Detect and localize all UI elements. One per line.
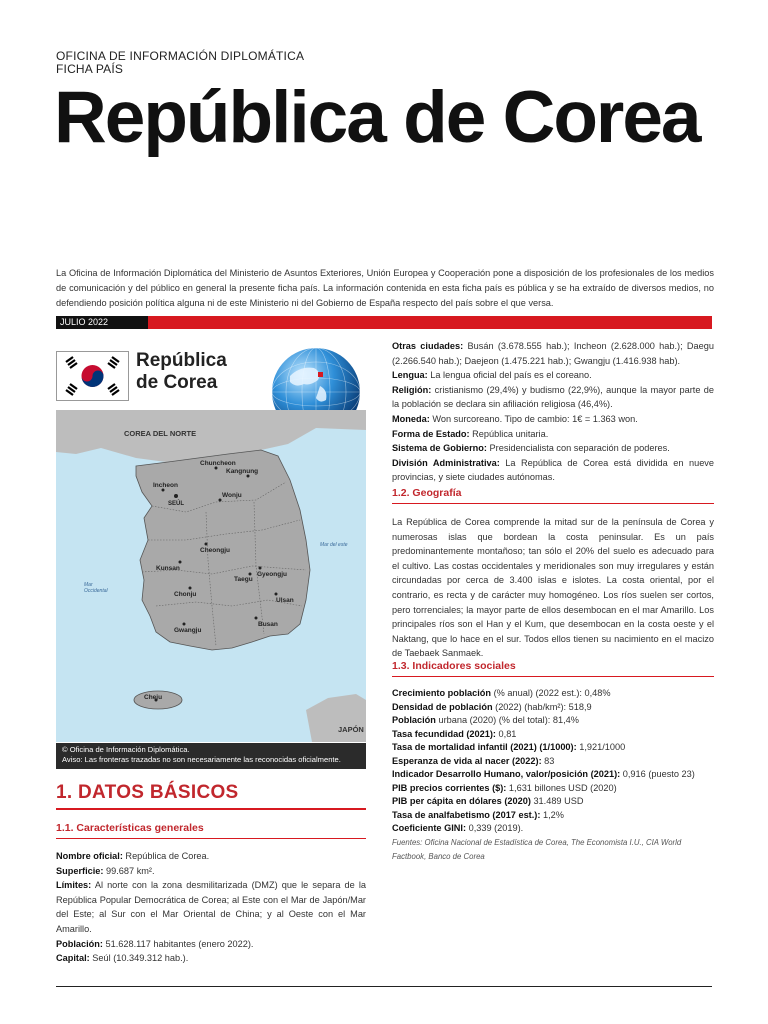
indicator-value: 0,339 (2019). xyxy=(466,823,524,833)
subsection-rule xyxy=(392,503,714,504)
indicator-row xyxy=(392,701,714,715)
page-title: República de Corea xyxy=(54,77,700,158)
item-value: Seúl (10.349.312 hab.). xyxy=(89,953,189,964)
footer-rule xyxy=(56,986,712,987)
item-value: La República de Corea está dividida en nueve provincias, y siete ciudades autónomas. xyxy=(392,457,715,483)
map-title-line2: de Corea xyxy=(136,372,218,393)
indicator-label: Crecimiento población xyxy=(392,688,492,698)
document-type: FICHA PAÍS xyxy=(56,62,124,76)
city-label: Gwangju xyxy=(174,627,202,634)
capital-label: SEÚL xyxy=(168,501,185,507)
indicator-row xyxy=(392,809,714,823)
list-item xyxy=(392,441,714,456)
label-japan: JAPÓN xyxy=(338,725,364,734)
indicator-label: PIB per cápita en dólares (2020) xyxy=(392,796,531,806)
indicator-label: Tasa de mortalidad infantil (2021) (1/1000): xyxy=(392,742,577,752)
map-caption xyxy=(56,743,366,769)
item-value: 51.628.117 habitantes (enero 2022). xyxy=(102,938,254,949)
list-item xyxy=(56,849,366,864)
list-item xyxy=(392,456,714,485)
korea-map xyxy=(56,410,366,742)
subsection-heading-social: 1.3. Indicadores sociales xyxy=(392,660,516,672)
item-label: Otras ciudades: xyxy=(392,341,464,351)
indicator-label: Esperanza de vida al nacer (2022): xyxy=(392,755,542,766)
subsection-rule xyxy=(56,838,366,839)
list-item xyxy=(392,412,714,427)
list-item xyxy=(56,951,366,966)
indicator-value: urbana (2020) (% del total): 81,4% xyxy=(435,715,579,725)
date-label: JULIO 2022 xyxy=(56,316,148,329)
item-value: cristianismo (29,4%) y budismo (22,9%), aunque la mayor parte de la población se declara sin afiliación religiosa (46,4%). xyxy=(392,384,714,410)
indicator-row xyxy=(392,714,714,728)
indicator-row xyxy=(392,687,714,701)
indicator-label: PIB precios corrientes ($): xyxy=(392,782,507,793)
city-label: Wonju xyxy=(222,492,242,499)
item-label: Sistema de Gobierno: xyxy=(392,443,487,454)
item-value: Busán (3.678.555 hab.); Incheon (2.628.000 hab.); Daegu (2.266.540 hab.); Daejeon (1.475.221 hab.); Gwangju (1.416.938 hab). xyxy=(392,341,714,366)
section-rule xyxy=(56,808,366,810)
indicator-value: 0,916 (puesto 23) xyxy=(620,769,695,779)
item-label: Religión: xyxy=(392,384,432,395)
map-caption-line2: Aviso: Las fronteras trazadas no son necesariamente las reconocidas oficialmente. xyxy=(62,755,341,764)
indicator-row xyxy=(392,741,714,755)
intro-paragraph: La Oficina de Información Diplomática del Ministerio de Asuntos Exteriores, Unión Europea y Cooperación pone a disposición de los profesionales de los medios de comunicación y del público en general la presente ficha país. La información contenida en esta ficha país es pública y se ha extraído de diversos medios, no defendiendo posición política alguna ni de este Ministerio ni del Gobierno de España respecto del país sobre el que versa. xyxy=(56,268,714,308)
list-item xyxy=(56,864,366,879)
indicator-row xyxy=(392,782,714,796)
city-label: Chonju xyxy=(174,591,197,598)
item-label: Población: xyxy=(56,938,103,949)
item-value: República de Corea. xyxy=(122,851,210,861)
indicator-value: 1,921/1000 xyxy=(576,742,626,752)
general-characteristics xyxy=(56,849,366,966)
indicator-label: Indicador Desarrollo Humano, valor/posición (2021): xyxy=(392,769,621,779)
country-facts xyxy=(392,339,714,485)
indicator-value: (% anual) (2022 est.): 0,48% xyxy=(491,688,611,698)
item-label: Lengua: xyxy=(392,370,428,381)
social-indicators xyxy=(392,687,714,836)
item-value: República unitaria. xyxy=(469,428,549,439)
item-label: Forma de Estado: xyxy=(392,428,470,439)
list-item xyxy=(56,937,366,952)
city-label: Kunsan xyxy=(156,565,180,572)
indicator-label: Tasa fecundidad (2021): xyxy=(392,728,496,739)
indicator-row xyxy=(392,728,714,742)
geography-text: La República de Corea comprende la mitad sur de la península de Corea y numerosas islas que bordean la costa peninsular. Es un país predominantemente montañoso; tan sólo el 20% del suelo es adecuado para el cultivo. Las costas occidentales y meridionales son muy irregulares y están circundadas por cerca de 3.400 islas e islotes. La costa oriental, por el contrario, es recta y de carácter muy homogéneo. Los ríos suelen ser cortos, pero torrenciales; la mayor parte de ellos desembocan en el mar Amarillo. Los principales ríos son el Han y el Kum, que desembocan en la costa oeste y el Naktang, que lo hace en el sur. Todos ellos tienen su nacimiento en el macizo de Taebaek Sanmaek. xyxy=(392,517,714,659)
item-value: La lengua oficial del país es el coreano. xyxy=(427,370,592,381)
indicator-label: Densidad de población xyxy=(392,701,493,712)
item-label: Moneda: xyxy=(392,413,430,424)
item-value: Al norte con la zona desmilitarizada (DMZ) que le separa de la República Popular Democrática de Corea; al Este con el Mar de Japón/Mar del Este; al Sur con el Mar Oriental de China; y al Oeste con el Mar Amarillo. xyxy=(56,880,366,934)
map-caption-line1: © Oficina de Información Diplomática. xyxy=(62,745,190,754)
subsection-heading-geography: 1.2. Geografía xyxy=(392,487,462,499)
city-label: Cheongju xyxy=(200,547,230,554)
label-west-sea-2: Occidental xyxy=(84,588,108,594)
indicator-value: 0,81 xyxy=(495,728,517,739)
flag-icon xyxy=(56,351,129,401)
item-value: 99.687 km². xyxy=(103,865,155,876)
item-value: Presidencialista con separación de poderes. xyxy=(486,443,670,454)
indicator-label: Tasa de analfabetismo (2017 est.): xyxy=(392,809,541,820)
list-item xyxy=(56,878,366,936)
list-item xyxy=(392,368,714,383)
city-label: Chuncheon xyxy=(200,460,236,467)
list-item xyxy=(392,427,714,442)
section-heading: 1. DATOS BÁSICOS xyxy=(56,782,239,803)
city-label: Kangnung xyxy=(226,468,259,475)
subsection-rule xyxy=(392,676,714,677)
indicator-value: 1,631 billones USD (2020) xyxy=(506,782,617,793)
subsection-heading: 1.1. Características generales xyxy=(56,822,204,834)
list-item xyxy=(392,339,714,368)
item-label: Nombre oficial: xyxy=(56,851,123,861)
label-north-korea: COREA DEL NORTE xyxy=(124,429,197,438)
indicator-row xyxy=(392,768,714,782)
indicator-value: (2022) (hab/km²): 518,9 xyxy=(492,701,592,712)
item-value: Won surcoreano. Tipo de cambio: 1€ = 1.363 won. xyxy=(429,413,638,424)
label-east-sea: Mar del este xyxy=(320,542,348,548)
sources-note: Fuentes: Oficina Nacional de Estadística de Corea, The Economista I.U., CIA World Factbook, Banco de Corea xyxy=(392,838,682,861)
list-item xyxy=(392,383,714,412)
indicator-row xyxy=(392,795,714,809)
indicator-value: 83 xyxy=(541,755,555,766)
indicator-value: 1,2% xyxy=(540,809,564,820)
indicator-value: 31.489 USD xyxy=(530,796,584,806)
city-label: Cheju xyxy=(144,694,163,701)
city-label: Incheon xyxy=(153,482,178,489)
office-label: OFICINA DE INFORMACIÓN DIPLOMÁTICA xyxy=(56,49,305,63)
indicator-row xyxy=(392,755,714,769)
city-label: Taegu xyxy=(234,576,253,583)
map-title-line1: República xyxy=(136,350,227,371)
item-label: Límites: xyxy=(56,880,92,891)
date-band xyxy=(56,316,712,329)
item-label: División Administrativa: xyxy=(392,457,500,468)
item-label: Superficie: xyxy=(56,865,104,876)
indicator-label: Coeficiente GINI: xyxy=(392,823,467,833)
city-label: Busan xyxy=(258,621,278,628)
city-label: Gyeongju xyxy=(257,571,287,578)
item-label: Capital: xyxy=(56,953,90,964)
indicator-row xyxy=(392,822,714,836)
map-block xyxy=(56,342,366,772)
label-west-sea-1: Mar xyxy=(84,582,93,588)
city-label: Ulsan xyxy=(276,597,294,604)
indicator-label: Población xyxy=(392,715,436,725)
